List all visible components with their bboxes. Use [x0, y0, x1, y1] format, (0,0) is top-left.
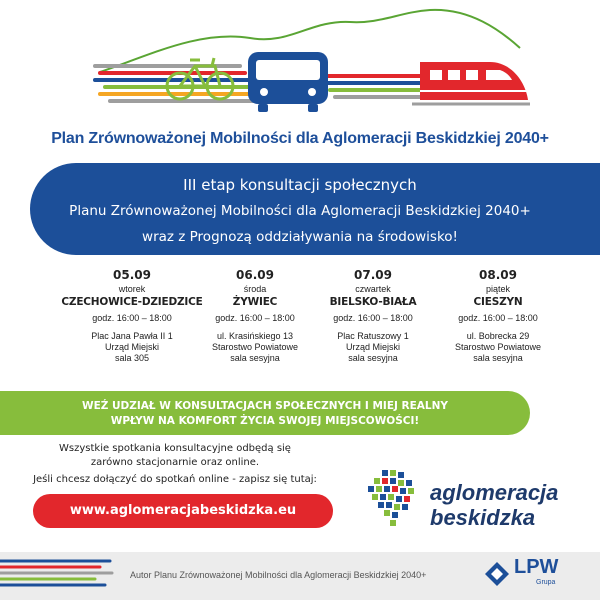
event-address-line: ul. Bobrecka 29: [466, 331, 530, 341]
banner-heading: III etap konsultacji społecznych: [183, 176, 417, 194]
train-icon: [412, 62, 530, 104]
event-address-line: sala sesyjna: [348, 353, 398, 363]
event-address: [423, 331, 573, 364]
event-cieszyn: [423, 268, 573, 364]
event-address-line: Plac Jana Pawła II 1: [91, 331, 173, 341]
event-address-line: sala sesyjna: [230, 353, 280, 363]
event-address-line: Urząd Miejski: [345, 342, 400, 352]
event-address-line: Starostwo Powiatowe: [454, 342, 542, 352]
event-date: 05.09: [113, 268, 151, 282]
info-text-line1: Wszystkie spotkania konsultacyjne odbędą się: [59, 443, 291, 454]
lpw-brand: LPW: [514, 556, 559, 578]
aglomeracja-mosaic-icon: [362, 466, 424, 528]
banner-subheading: Planu Zrównoważonej Mobilności dla Aglomeracji Beskidzkiej 2040+: [69, 203, 531, 219]
lpw-logo-icon: [484, 561, 510, 587]
event-date: 07.09: [354, 268, 392, 282]
cta-band: [0, 391, 530, 435]
info-text-line3: Jeśli chcesz dołączyć do spotkań online - zapisz się tutaj:: [33, 474, 317, 485]
event-city: CIESZYN: [473, 296, 523, 308]
event-address-line: Plac Ratuszowy 1: [337, 331, 409, 341]
event-address-line: Urząd Miejski: [104, 342, 159, 352]
event-address-line: sala sesyjna: [473, 353, 523, 363]
event-day: czwartek: [355, 284, 391, 294]
event-day: środa: [243, 284, 267, 294]
logo-word-aglomeracja: aglomeracja: [430, 480, 559, 505]
bus-icon: [248, 52, 328, 112]
event-address-line: Starostwo Powiatowe: [211, 342, 299, 352]
lpw-brand-sub: Grupa: [536, 579, 556, 586]
event-date: 06.09: [236, 268, 274, 282]
event-time: godz. 16:00 – 18:00: [215, 313, 295, 323]
event-city: BIELSKO-BIAŁA: [329, 296, 417, 308]
plan-title: Plan Zrównoważonej Mobilności dla Aglomeracji Beskidzkiej 2040+: [51, 130, 549, 147]
footer-author-text: Autor Planu Zrównoważonej Mobilności dla Aglomeracji Beskidzkiej 2040+: [130, 570, 427, 580]
event-address-line: sala 305: [114, 353, 150, 363]
event-date: 08.09: [479, 268, 517, 282]
footer-stripes: [0, 557, 120, 591]
logo-word-beskidzka: beskidzka: [430, 505, 536, 530]
banner-subheading-2: wraz z Prognozą oddziaływania na środowisko!: [142, 229, 458, 245]
event-city: ŻYWIEC: [232, 296, 278, 308]
event-time: godz. 16:00 – 18:00: [92, 313, 172, 323]
event-time: godz. 16:00 – 18:00: [458, 313, 538, 323]
website-link-button[interactable]: www.aglomeracjabeskidzka.eu: [33, 494, 333, 528]
event-time: godz. 16:00 – 18:00: [333, 313, 413, 323]
event-day: wtorek: [118, 284, 146, 294]
event-address-line: ul. Krasińskiego 13: [216, 331, 294, 341]
event-city: CZECHOWICE-DZIEDZICE: [61, 296, 203, 308]
cta-text-line2: WPŁYW NA KOMFORT ŻYCIA SWOJEJ MIEJSCOWOŚCI!: [110, 415, 420, 427]
hero-transport-illustration: [0, 0, 600, 120]
event-day: piątek: [485, 284, 511, 294]
cta-text-line1: WEŹ UDZIAŁ W KONSULTACJACH SPOŁECZNYCH I MIEJ REALNY: [81, 400, 449, 412]
info-text-line2: zarówno stacjonarnie oraz online.: [90, 457, 260, 468]
